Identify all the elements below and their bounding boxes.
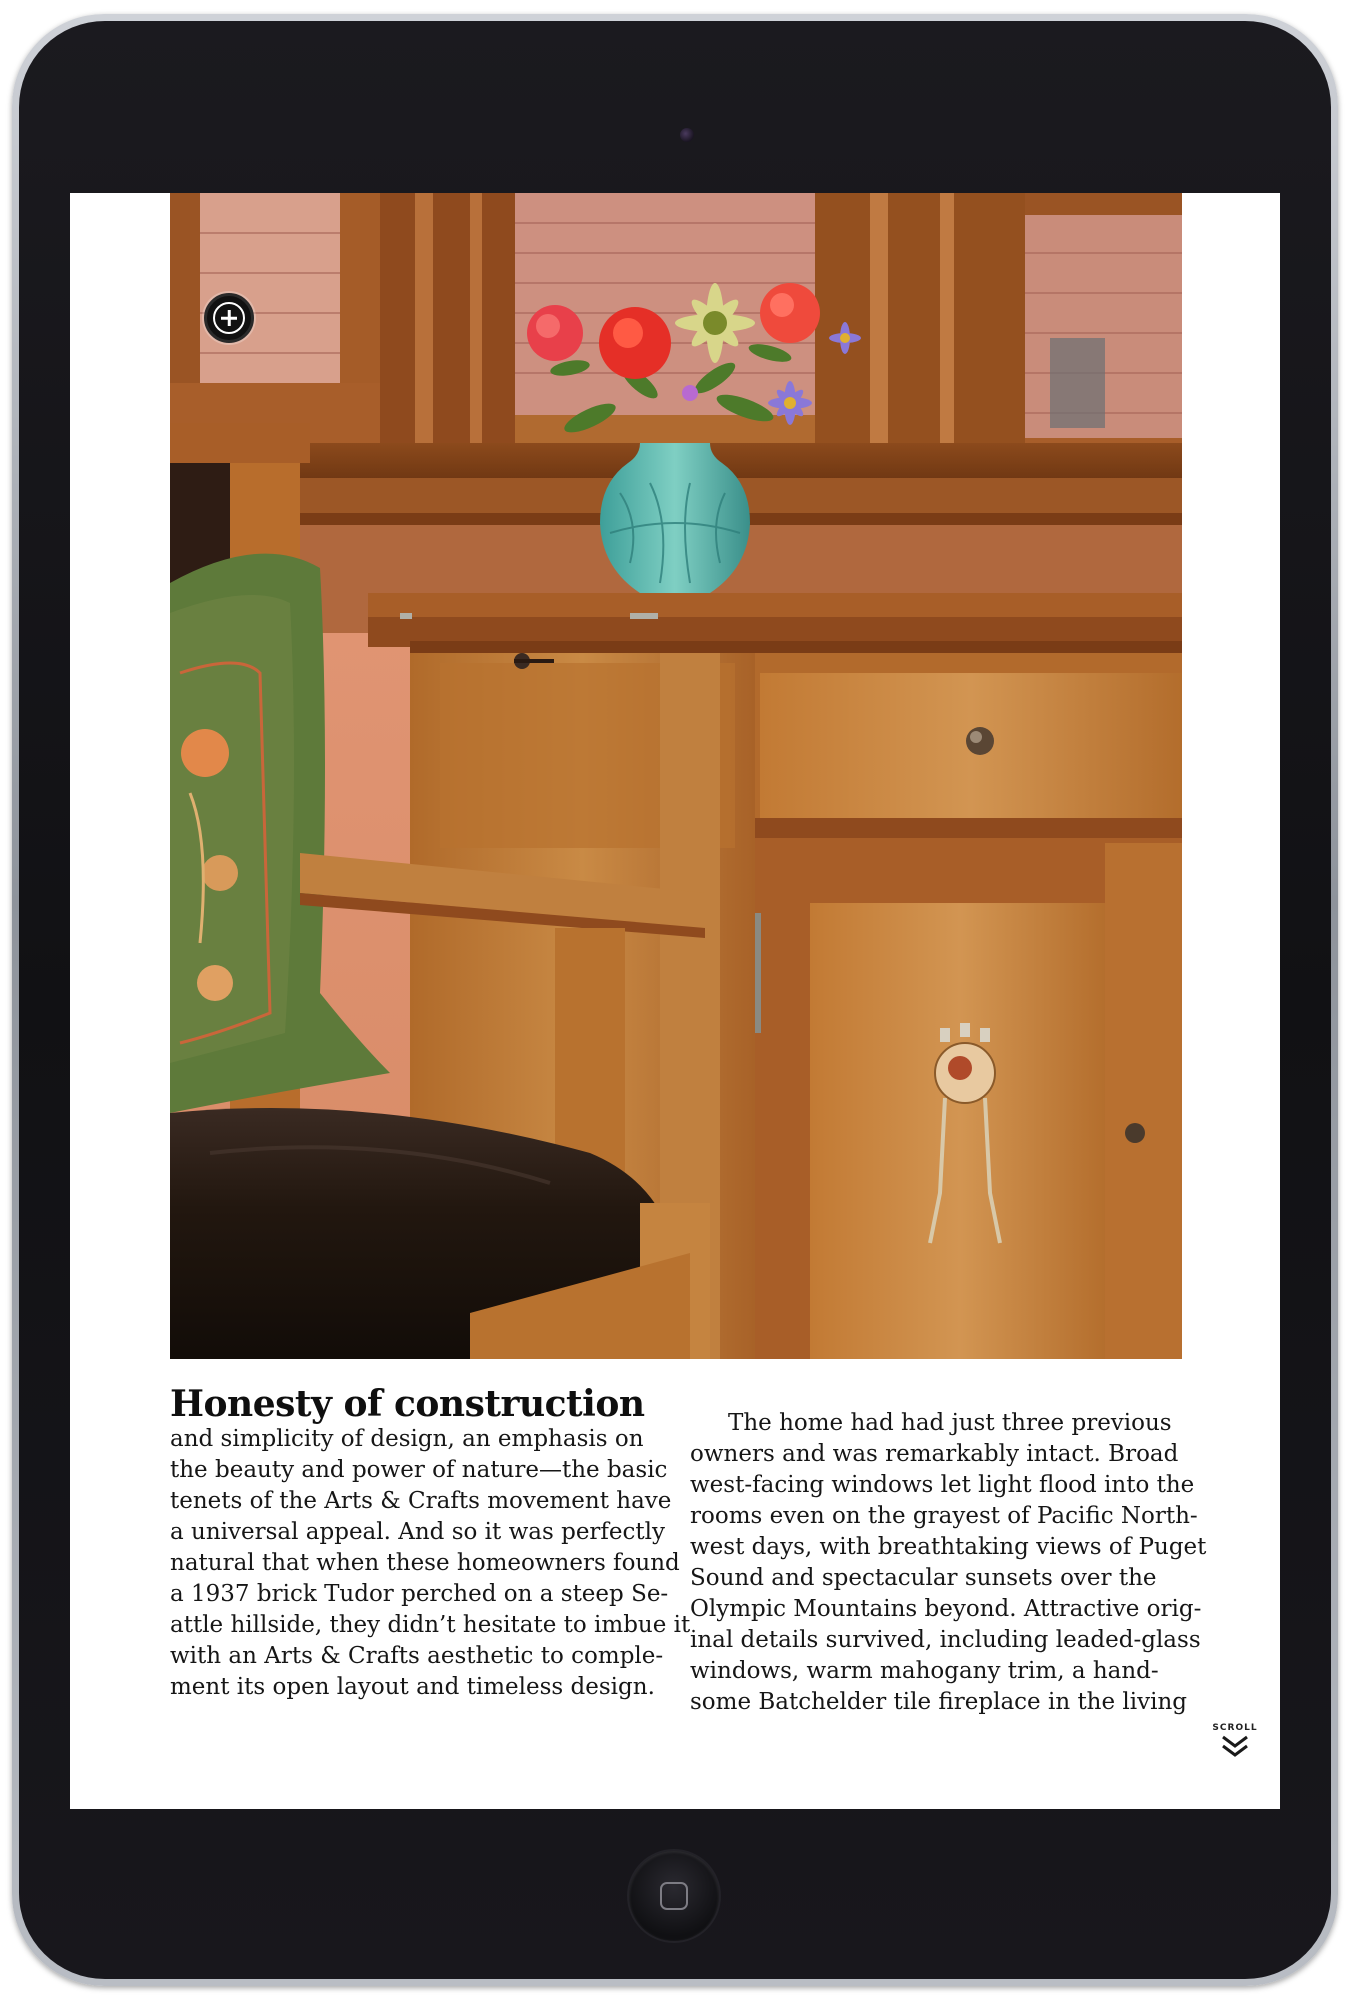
home-button[interactable] xyxy=(629,1851,719,1941)
body-line: tenets of the Arts & Crafts movement have xyxy=(170,1488,672,1514)
article-photo xyxy=(170,193,1182,1359)
photo-illustration xyxy=(170,193,1182,1359)
scroll-label: SCROLL xyxy=(1212,1723,1258,1733)
body-line: inal details survived, including leaded-glass xyxy=(690,1627,1201,1653)
body-line: rooms even on the grayest of Pacific North- xyxy=(690,1503,1198,1529)
article-column-right xyxy=(690,1408,1207,1718)
body-line: Olympic Mountains beyond. Attractive orig- xyxy=(690,1596,1202,1622)
body-line: a universal appeal. And so it was perfectly xyxy=(170,1519,666,1545)
front-camera xyxy=(680,128,694,142)
body-line: some Batchelder tile fireplace in the living xyxy=(690,1689,1188,1715)
plus-circle-icon xyxy=(213,302,245,334)
body-line: owners and was remarkably intact. Broad xyxy=(690,1441,1179,1467)
article-column-left xyxy=(170,1383,691,1703)
body-line: Sound and spectacular sunsets over the xyxy=(690,1565,1157,1591)
home-square-icon xyxy=(660,1882,688,1910)
body-line: west-facing windows let light flood into the xyxy=(690,1472,1195,1498)
article-headline: Honesty of construction xyxy=(170,1383,645,1425)
magazine-page xyxy=(70,193,1280,1809)
body-line: west days, with breathtaking views of Puget xyxy=(690,1534,1207,1560)
scroll-indicator[interactable] xyxy=(1210,1723,1260,1764)
body-line: with an Arts & Crafts aesthetic to comple- xyxy=(170,1643,664,1669)
expand-photo-button[interactable] xyxy=(204,293,254,343)
body-line: natural that when these homeowners found xyxy=(170,1550,680,1576)
body-line: ment its open layout and timeless design. xyxy=(170,1674,655,1700)
body-line: The home had had just three previous xyxy=(728,1410,1172,1436)
body-line: windows, warm mahogany trim, a hand- xyxy=(690,1658,1159,1684)
double-chevron-down-icon xyxy=(1220,1733,1250,1759)
body-line: the beauty and power of nature—the basic xyxy=(170,1457,668,1483)
body-line: attle hillside, they didn’t hesitate to imbue it xyxy=(170,1612,691,1638)
body-line: and simplicity of design, an emphasis on xyxy=(170,1426,644,1452)
body-line: a 1937 brick Tudor perched on a steep Se- xyxy=(170,1581,669,1607)
